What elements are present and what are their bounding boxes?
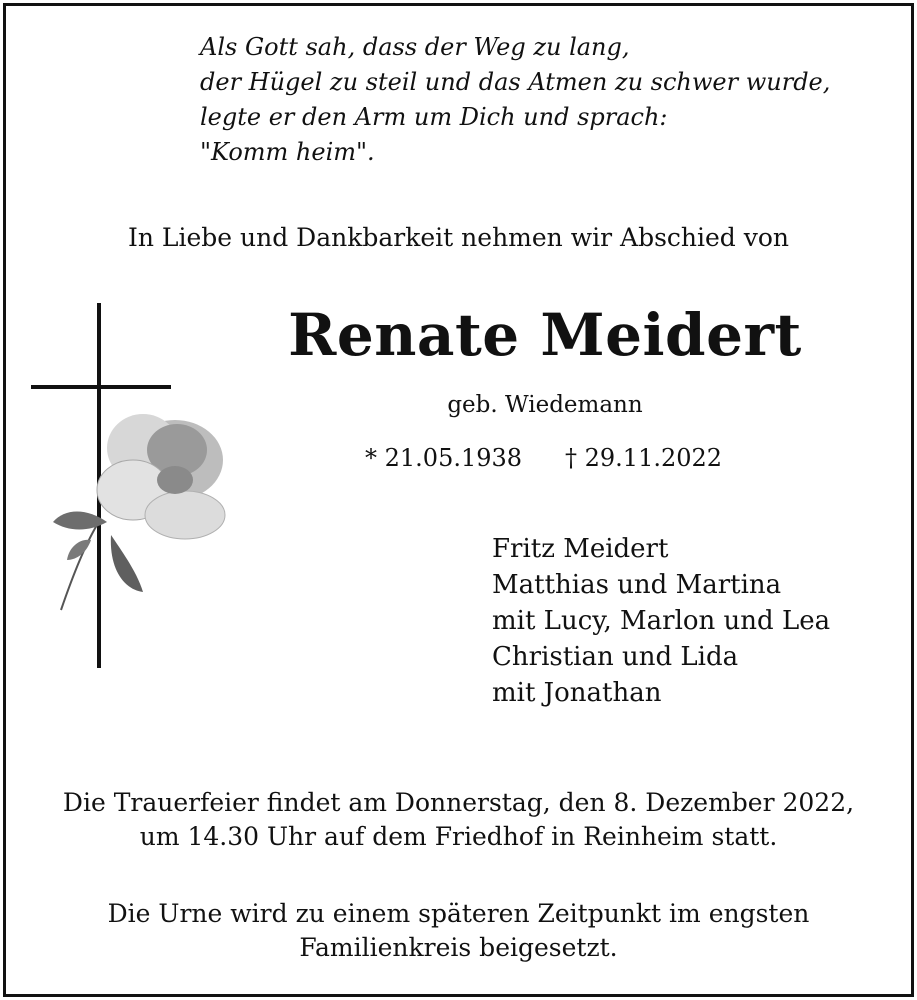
cross-with-rose-icon bbox=[25, 300, 235, 670]
mourner-line: Fritz Meidert bbox=[492, 534, 669, 564]
cross-horizontal-bar bbox=[31, 385, 171, 389]
intro-text: In Liebe und Dankbarkeit nehmen wir Abschied von bbox=[127, 223, 790, 252]
funeral-line: um 14.30 Uhr auf dem Friedhof in Reinheim statt. bbox=[139, 822, 778, 851]
birth-date: * 21.05.1938 bbox=[365, 444, 523, 472]
rose-leaf bbox=[111, 535, 143, 592]
rose-leaf bbox=[67, 540, 91, 560]
funeral-line: Die Trauerfeier findet am Donnerstag, den 8. Dezember 2022, bbox=[62, 788, 855, 817]
rose-petal bbox=[145, 491, 225, 539]
funeral-notice bbox=[0, 786, 917, 854]
mourner-line: Christian und Lida bbox=[492, 642, 739, 672]
mourners-list bbox=[492, 531, 830, 711]
mourner-line: mit Jonathan bbox=[492, 678, 662, 708]
death-date: † 29.11.2022 bbox=[565, 444, 723, 472]
poem bbox=[200, 30, 900, 170]
rose-petal bbox=[157, 466, 193, 494]
deceased-name: Renate Meidert bbox=[288, 301, 802, 369]
urn-notice bbox=[0, 897, 917, 965]
urn-line: Die Urne wird zu einem späteren Zeitpunkt im engsten bbox=[107, 899, 810, 928]
maiden-name: geb. Wiedemann bbox=[447, 392, 643, 418]
poem-line: der Hügel zu steil und das Atmen zu schwer wurde, bbox=[200, 68, 831, 96]
poem-line: legte er den Arm um Dich und sprach: bbox=[200, 103, 668, 131]
mourner-line: Matthias und Martina bbox=[492, 570, 782, 600]
poem-line: Als Gott sah, dass der Weg zu lang, bbox=[200, 33, 630, 61]
poem-line: "Komm heim". bbox=[200, 138, 375, 166]
rose-stem bbox=[61, 525, 97, 610]
mourner-line: mit Lucy, Marlon und Lea bbox=[492, 606, 831, 636]
urn-line: Familienkreis beigesetzt. bbox=[299, 933, 618, 962]
